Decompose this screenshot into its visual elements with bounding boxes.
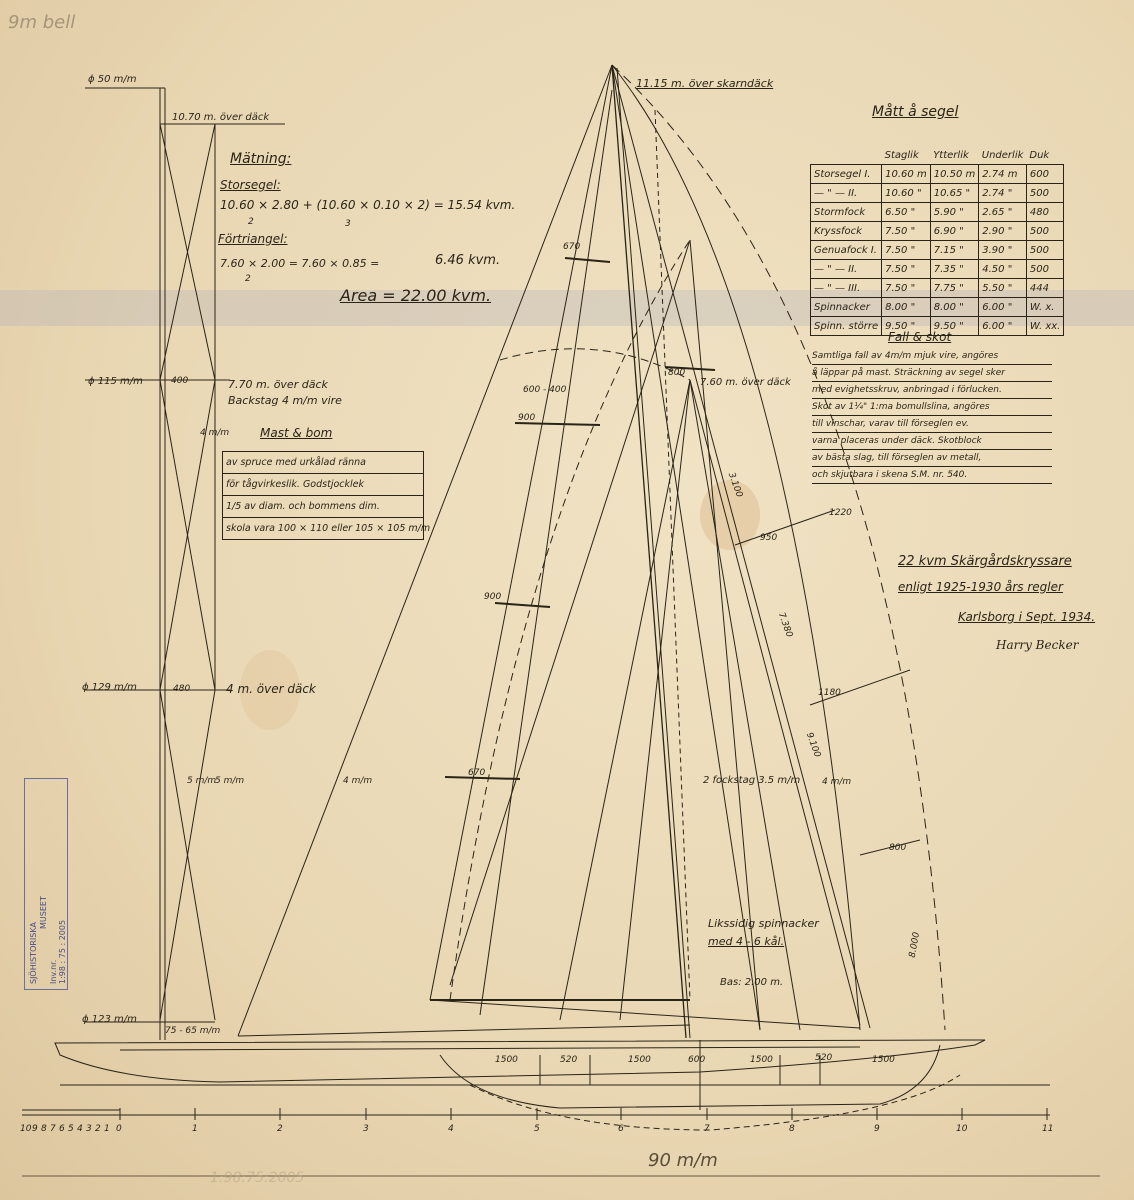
- corner-note: 9m bell: [8, 12, 76, 33]
- table-cell: Genuafock I.: [811, 241, 882, 260]
- spreader-size: 670: [563, 242, 581, 252]
- table-cell: 4.50 ": [979, 260, 1027, 279]
- wire-size: 4 m/m: [343, 776, 373, 786]
- note-line: Skot av 1¼" 1:ma bomullslina, angöres: [812, 399, 1052, 416]
- scale-number: 3: [363, 1124, 369, 1134]
- table-header-cell: Ytterlik: [933, 149, 969, 161]
- foot-size: 75 - 65 m/m: [165, 1026, 221, 1036]
- spreader-size: 900: [518, 413, 536, 423]
- scale-tick: 5: [68, 1124, 74, 1134]
- scale-tick: 4: [77, 1124, 83, 1134]
- scale-number: 4: [448, 1124, 454, 1134]
- table-cell: 8.00 ": [930, 298, 979, 317]
- table-cell: 500: [1026, 222, 1063, 241]
- spreader-height-note: 4 m. över däck: [226, 682, 316, 696]
- table-cell: 444: [1026, 279, 1063, 298]
- table-cell: 7.50 ": [882, 222, 931, 241]
- station-label: 1500: [495, 1055, 518, 1065]
- table-cell: 5.50 ": [979, 279, 1027, 298]
- mast-bom-notes: [222, 451, 431, 540]
- table-row: [811, 260, 1064, 279]
- table-cell: Spinn. större: [811, 317, 882, 336]
- note-line: varna placeras under däck. Skotblock: [812, 433, 1052, 450]
- spreader-height-note: 7.70 m. över däck: [228, 378, 328, 391]
- width-dim: [735, 510, 835, 545]
- signature: Harry Becker: [996, 638, 1079, 652]
- spinnaker-width: 800: [889, 843, 907, 853]
- table-cell: — " — III.: [811, 279, 882, 298]
- spinnaker-width: 1180: [818, 688, 841, 698]
- note-line: Samtliga fall av 4m/m mjuk vire, angöres: [812, 348, 1052, 365]
- forestay-point-note: 7.60 m. över däck: [700, 377, 791, 388]
- table-row: [811, 165, 1064, 184]
- station-label: 1500: [628, 1055, 651, 1065]
- diameter-label: ϕ 115 m/m: [88, 376, 143, 387]
- station-label: 520: [815, 1053, 833, 1063]
- scale-number: 9: [874, 1124, 880, 1134]
- station-label: 1500: [750, 1055, 773, 1065]
- note-line: till vinschar, varav till förseglen ev.: [812, 416, 1052, 433]
- total-area: Area = 22.00 kvm.: [340, 286, 492, 305]
- scale-tick: 1: [104, 1124, 110, 1134]
- table-cell: 10.50 m: [930, 165, 979, 184]
- mast-height-note: 10.70 m. över däck: [172, 112, 270, 123]
- table-header-cell: Underlik: [981, 149, 1024, 161]
- table-cell: W. x.: [1026, 298, 1063, 317]
- note-line: 1/5 av diam. och bommens dim.: [223, 496, 423, 518]
- main-leech: [612, 65, 760, 1030]
- hull-outline: [55, 1040, 985, 1082]
- spinnaker-width: 950: [760, 533, 778, 543]
- note-line: för tågvirkeslik. Godstjocklek: [223, 474, 423, 496]
- spreader-size: 670: [468, 768, 486, 778]
- table-cell: 7.75 ": [930, 279, 979, 298]
- table-cell: — " — II.: [811, 184, 882, 203]
- note-line: å läppar på mast. Sträckning av segel sker: [812, 365, 1052, 382]
- table-cell: 6.00 ": [979, 317, 1027, 336]
- dimension-label: 3.100: [725, 471, 744, 499]
- table-cell: 2.90 ": [979, 222, 1027, 241]
- table-cell: Kryssfock: [811, 222, 882, 241]
- scale-tick: 8: [41, 1124, 47, 1134]
- table-cell: 8.00 ": [882, 298, 931, 317]
- scale-number: 2: [277, 1124, 283, 1134]
- mast: [617, 68, 690, 1038]
- sheerline: [120, 1047, 860, 1050]
- table-header-cell: Duk: [1029, 149, 1050, 161]
- formula-denominator: 3: [345, 219, 351, 229]
- note-line: av spruce med urkålad ränna: [223, 452, 423, 474]
- station-label: 520: [560, 1055, 578, 1065]
- table-cell: Stormfock: [811, 203, 882, 222]
- table-cell: — " — II.: [811, 260, 882, 279]
- table-cell: 6.50 ": [882, 203, 931, 222]
- table-cell: 500: [1026, 184, 1063, 203]
- table-cell: 6.90 ": [930, 222, 979, 241]
- scale-number: 8: [789, 1124, 795, 1134]
- scale-tick: 7: [50, 1124, 56, 1134]
- jib-foot: [238, 1025, 690, 1036]
- scale-number: 11: [1042, 1124, 1054, 1134]
- table-cell: 2.74 ": [979, 184, 1027, 203]
- table-cell: 3.90 ": [979, 241, 1027, 260]
- table-cell: 500: [1026, 260, 1063, 279]
- dimension-label: 7.380: [775, 611, 794, 639]
- table-cell: 10.65 ": [930, 184, 979, 203]
- fock-line: [560, 380, 690, 1020]
- table-cell: Storsegel I.: [811, 165, 882, 184]
- scale-number: 1: [192, 1124, 198, 1134]
- table-cell: 9.50 ": [930, 317, 979, 336]
- table-cell: 7.50 ": [882, 279, 931, 298]
- foretriangle-result: 6.46 kvm.: [435, 253, 501, 268]
- stamp-text: 1:98 : 75 : 2005: [58, 919, 67, 984]
- table-row: [811, 279, 1064, 298]
- scale-tick: 3: [86, 1124, 92, 1134]
- measurement-heading: Mätning:: [230, 151, 292, 167]
- table-cell: 10.60 ": [882, 184, 931, 203]
- scale-tick: 10: [20, 1124, 32, 1134]
- mast: [612, 65, 686, 1038]
- table-row: [811, 184, 1064, 203]
- station-label: 600: [688, 1055, 706, 1065]
- note-line: och skjutbara i skena S.M. nr. 540.: [812, 467, 1052, 484]
- scale-number: 5: [534, 1124, 540, 1134]
- note-line: av bästa slag, till förseglen av metall,: [812, 450, 1052, 467]
- table-row: [811, 203, 1064, 222]
- scale-ticks: [120, 1108, 1047, 1120]
- spinnaker-arc: [500, 349, 690, 380]
- table-cell: 600: [1026, 165, 1063, 184]
- table-cell: 9.50 ": [882, 317, 931, 336]
- table-cell: 6.00 ": [979, 298, 1027, 317]
- table-row: [811, 222, 1064, 241]
- spreader-width: 400: [171, 376, 189, 386]
- title-line: enligt 1925-1930 års regler: [898, 580, 1063, 594]
- table-header-row: [811, 146, 1064, 165]
- table-cell: W. xx.: [1026, 317, 1063, 336]
- table-header-cell: Staglik: [884, 149, 919, 161]
- spinnaker-width: 1220: [829, 508, 852, 518]
- table-header-cell: [811, 146, 882, 165]
- scale-number: 7: [704, 1124, 710, 1134]
- table-cell: 500: [1026, 241, 1063, 260]
- backstay-note: Backstag 4 m/m vire: [228, 394, 342, 407]
- sail-table-title: Mått å segel: [872, 104, 959, 120]
- table-cell: 2.74 m: [979, 165, 1027, 184]
- scale-number: 6: [618, 1124, 624, 1134]
- fall-skot-notes: [812, 348, 1052, 484]
- spreader: [495, 603, 550, 607]
- note-line: med evighetsskruv, anbringad i förlucken.: [812, 382, 1052, 399]
- mainsail-label: Storsegel:: [220, 178, 281, 192]
- scale-tick: 2: [95, 1124, 101, 1134]
- spinnaker-width: 800: [668, 368, 686, 378]
- table-cell: 7.15 ": [930, 241, 979, 260]
- scale-tick: 6: [59, 1124, 65, 1134]
- stamp-text: MUSEET: [39, 896, 48, 929]
- table-cell: 7.50 ": [882, 241, 931, 260]
- bottom-measure-note: 90 m/m: [648, 1150, 718, 1171]
- dimension-label: 9.100: [803, 731, 822, 759]
- foretriangle-label: Förtriangel:: [218, 232, 288, 246]
- wire-size: 4 m/m: [200, 428, 230, 438]
- station-label: 1500: [872, 1055, 895, 1065]
- fall-skot-heading: Fall & skot: [888, 330, 952, 344]
- title-line: 22 kvm Skärgårdskryssare: [898, 554, 1072, 569]
- stay-line: [480, 90, 612, 1015]
- foretriangle-formula: 7.60 × 2.00 = 7.60 × 0.85 =: [220, 257, 380, 270]
- wire-size: 5 m/m: [187, 776, 217, 786]
- sail-dimension-table: [810, 146, 1064, 336]
- table-cell: 7.35 ": [930, 260, 979, 279]
- spinnaker-note: med 4 - 6 kål.: [708, 935, 785, 948]
- formula-denominator: 2: [245, 274, 251, 284]
- table-cell: 5.90 ": [930, 203, 979, 222]
- table-row: [811, 241, 1064, 260]
- spreader: [515, 423, 600, 425]
- diameter-label: ϕ 50 m/m: [88, 74, 137, 85]
- stamp-text: SJÖHISTORISKA: [29, 922, 38, 984]
- table-cell: 10.60 m: [882, 165, 931, 184]
- table-cell: 480: [1026, 203, 1063, 222]
- museum-stamp: [24, 778, 68, 990]
- mast-top-note: 11.15 m. över skarndäck: [636, 77, 774, 90]
- table-cell: 2.65 ": [979, 203, 1027, 222]
- fock-line: [620, 380, 690, 1020]
- spreader-size: 600 - 400: [523, 385, 567, 395]
- wire-size: 4 m/m: [822, 777, 852, 787]
- spreader-size: 900: [484, 592, 502, 602]
- place-date: Karlsborg i Sept. 1934.: [958, 610, 1096, 624]
- scale-number: 10: [956, 1124, 968, 1134]
- formula-denominator: 2: [248, 217, 254, 227]
- faint-inventory-number: 1:98:75:2005: [210, 1170, 305, 1186]
- dimension-label: 8.000: [907, 931, 923, 959]
- stamp-text: Inv.nr.: [49, 959, 58, 984]
- scale-tick: 0: [116, 1124, 122, 1134]
- note-line: skola vara 100 × 110 eller 105 × 105 m/m: [223, 518, 423, 540]
- forestay-note: 2 fockstag 3.5 m/m: [703, 775, 801, 786]
- table-cell: 7.50 ": [882, 260, 931, 279]
- table-cell: Spinnacker: [811, 298, 882, 317]
- spreader-width: 480: [173, 684, 191, 694]
- spinnaker-note: Likssidig spinnacker: [708, 917, 819, 930]
- mainsail-formula: 10.60 × 2.80 + (10.60 × 0.10 × 2) = 15.54 kvm.: [220, 198, 516, 212]
- wire-size: 5 m/m: [215, 776, 245, 786]
- table-row: [811, 298, 1064, 317]
- mast-bom-heading: Mast & bom: [260, 426, 333, 440]
- diameter-label: ϕ 123 m/m: [82, 1014, 137, 1025]
- diameter-label: ϕ 129 m/m: [82, 682, 137, 693]
- spinnaker-base: Bas: 2.00 m.: [720, 977, 784, 988]
- scale-tick: 9: [32, 1124, 38, 1134]
